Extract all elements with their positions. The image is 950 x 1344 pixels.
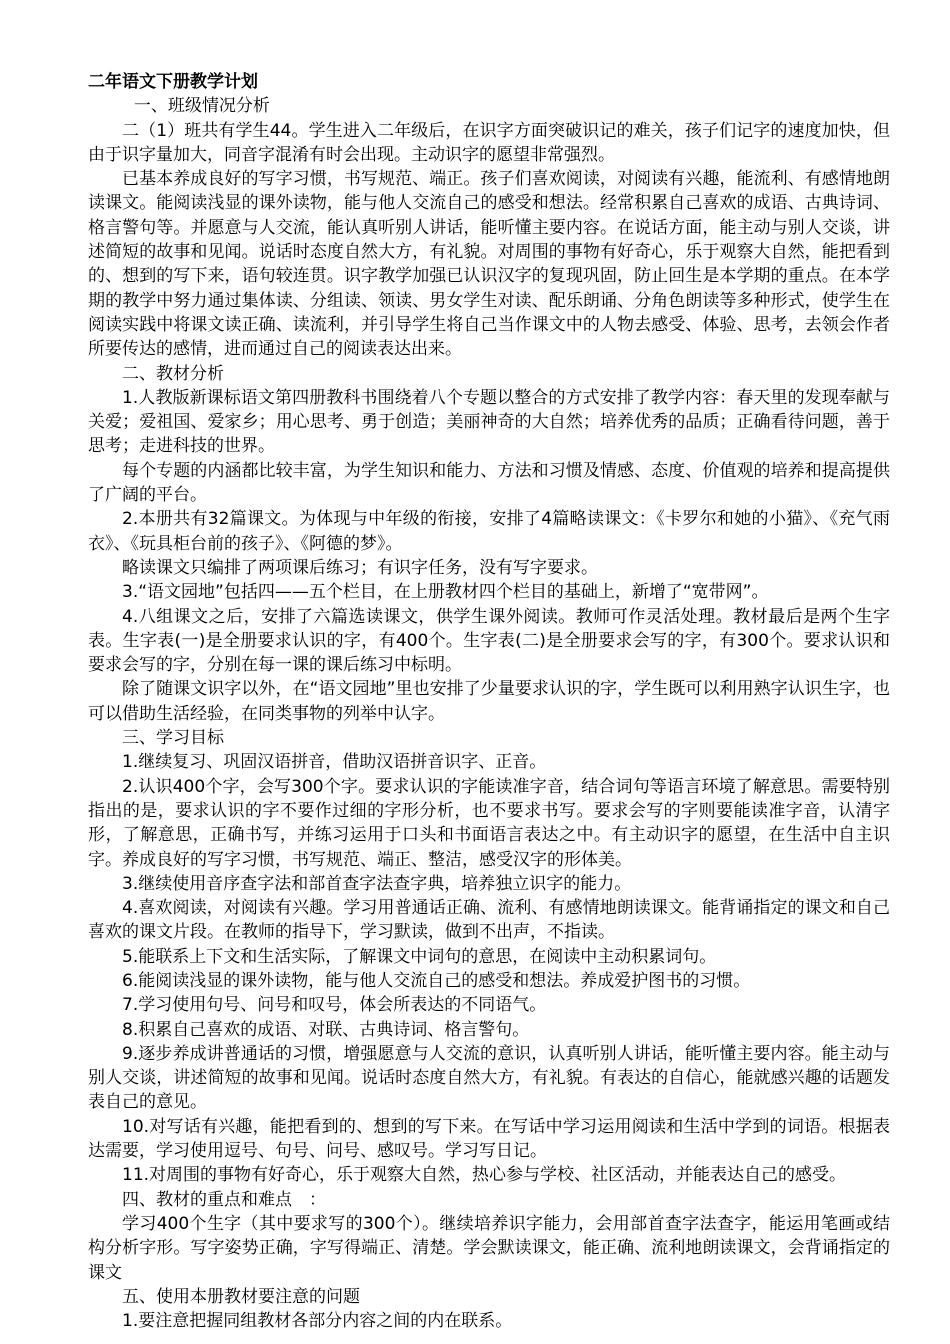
section-heading: 二、教材分析 [122,363,224,384]
document-body [88,94,890,1333]
paragraph: 8.积累自己喜欢的成语、对联、古典诗词、格言警句。 [122,1019,530,1040]
paragraph: 已基本养成良好的写字习惯，书写规范、端正。孩子们喜欢阅读，对阅读有兴趣，能流利、有感情地朗读课文。能阅读浅显的课外读物，能与他人交流自己的感受和想法。经常积累自己喜欢的成语、古典诗词、格言警句等。并愿意与人交流，能认真听别人讲话，能听懂主要内容。在说话方面，能主动与别人交谈，讲述简短的故事和见闻。说话时态度自然大方，有礼貌。对周围的事物有好奇心，乐于观察大自然，能把看到的、想到的写下来，语句较连贯。识字教学加强已认识汉字的复现巩固，防止回生是本学期的重点。在本学期的教学中努力通过集体读、分组读、领读、男女学生对读、配乐朗诵、分角色朗读等多种形式，使学生在阅读实践中将课文读正确、读流利，并引导学生将自己当作课文中的人物去感受、体验、思考，去领会作者所要传达的感情，进而通过自己的阅读表达出来。 [88,169,890,360]
section-heading: 五、使用本册教材要注意的问题 [122,1286,360,1307]
document-page [88,70,890,1333]
paragraph: 每个专题的内涵都比较丰富，为学生知识和能力、方法和习惯及情感、态度、价值观的培养和提高提供了广阔的平台。 [88,460,890,506]
paragraph: 2.本册共有32篇课文。为体现与中年级的衔接，安排了4篇略读课文：《卡罗尔和她的小猫》、《充气雨衣》、《玩具柜台前的孩子》、《阿德的梦》。 [88,509,890,554]
paragraph: 11.对周围的事物有好奇心，乐于观察大自然，热心参与学校、社区活动，并能表达自己的感受。 [122,1165,847,1186]
paragraph: 除了随课文识字以外，在“语文园地”里也安排了少量要求认识的字，学生既可以利用熟字认识生字，也可以借助生活经验，在同类事物的列举中认字。 [88,679,890,724]
paragraph: 7.学习使用句号、问号和叹号，体会所表达的不同语气。 [122,995,547,1016]
paragraph: 略读课文只编排了两项课后练习；有识字任务，没有写字要求。 [122,557,598,578]
paragraph: 1.要注意把握同组教材各部分内容之间的内在联系。 [122,1311,513,1332]
paragraph: 4.喜欢阅读，对阅读有兴趣。学习用普通话正确、流利、有感情地朗读课文。能背诵指定的课文和自己喜欢的课文片段。在教师的指导下，学习默读，做到不出声，不指读。 [88,898,890,943]
section-heading: 三、学习目标 [122,728,224,749]
paragraph: 1.继续复习、巩固汉语拼音，借助汉语拼音识字、正音。 [122,752,547,773]
document-title: 二年语文下册教学计划 [88,72,258,92]
paragraph: 4.八组课文之后，安排了六篇选读课文，供学生课外阅读。教师可作灵活处理。教材最后是两个生字表。生字表(一)是全册要求认识的字，有400个。生字表(二)是全册要求会写的字，有300个。要求认识和要求会写的字，分别在每一课的课后练习中标明。 [88,606,890,676]
paragraph: 6.能阅读浅显的课外读物，能与他人交流自己的感受和想法。养成爱护图书的习惯。 [122,970,751,991]
paragraph: 3.继续使用音序查字法和部首查字法查字典，培养独立识字的能力。 [122,873,632,894]
paragraph: 10.对写话有兴趣，能把看到的、想到的写下来。在写话中学习运用阅读和生活中学到的词语。根据表达需要，学习使用逗号、句号、问号、感叹号。学习写日记。 [88,1116,890,1162]
paragraph: 1.人教版新课标语文第四册教科书围绕着八个专题以整合的方式安排了教学内容：春天里的发现奉献与关爱；爱祖国、爱家乡；用心思考、勇于创造；美丽神奇的大自然；培养优秀的品质；正确看待问题，善于思考；走进科技的世界。 [88,387,890,457]
paragraph: 5.能联系上下文和生活实际，了解课文中词句的意思，在阅读中主动积累词句。 [122,946,717,967]
paragraph: 二（1）班共有学生44。学生进入二年级后，在识字方面突破识记的难关，孩子们记字的速度加快，但由于识字量加大，同音字混淆有时会出现。主动识字的愿望非常强烈。 [88,120,890,165]
paragraph: 2.认识400个字，会写300个字。要求认识的字能读准字音，结合词句等语言环境了解意思。需要特别指出的是，要求认识的字不要作过细的字形分析，也不要求书写。要求会写的字则要能读准字音，认清字形，了解意思，正确书写，并练习运用于口头和书面语言表达之中。有主动识字的愿望，在生活中自主识字。养成良好的写字习惯，书写规范、端正、整洁，感受汉字的形体美。 [88,776,890,870]
paragraph: 3.“语文园地”包括四——五个栏目，在上册教材四个栏目的基础上，新增了“宽带网”。 [122,582,769,603]
paragraph: 学习400个生字（其中要求写的300个）。继续培养识字能力，会用部首查字法查字，能运用笔画或结构分析字形。写字姿势正确，字写得端正、清楚。学会默读课文，能正确、流利地朗读课文，会背诵指定的课文 [88,1213,890,1283]
paragraph: 9.逐步养成讲普通话的习惯，增强愿意与人交流的意识，认真听别人讲话，能听懂主要内容。能主动与别人交谈，讲述简短的故事和见闻。说话时态度自然大方，有礼貌。有表达的自信心，能就感兴趣的话题发表自己的意见。 [88,1043,890,1113]
section-heading: 一、班级情况分析 [133,96,270,117]
section-heading: 四、教材的重点和难点 ： [122,1189,326,1210]
